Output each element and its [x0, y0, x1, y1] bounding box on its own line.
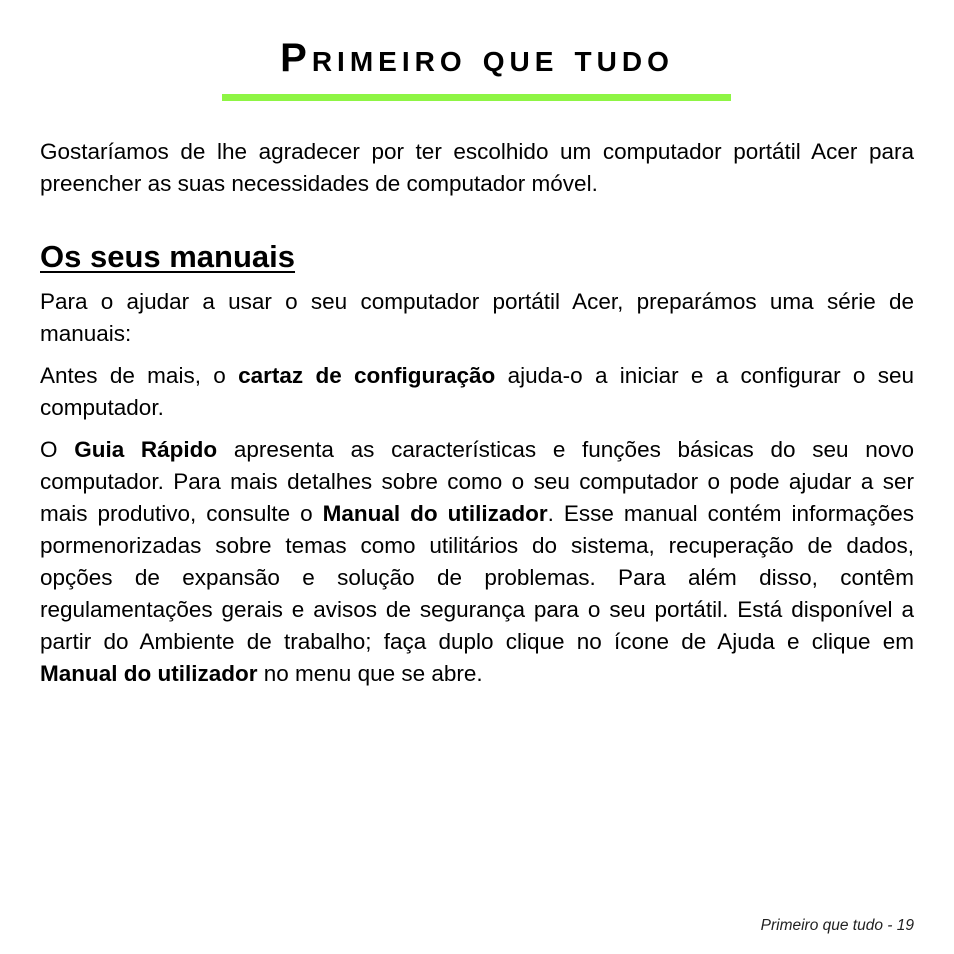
section-heading: Os seus manuais — [40, 239, 296, 274]
manuals-intro-paragraph: Para o ajudar a usar o seu computador portátil Acer, preparámos uma série de manuais: — [40, 289, 914, 346]
user-manual-term: Manual do utilizador — [40, 661, 258, 686]
text-run: Antes de mais, o — [40, 363, 239, 388]
page-title: Primeiro que tudo — [280, 36, 674, 80]
page-footer — [761, 917, 914, 935]
title-underline-bar — [222, 94, 731, 101]
quick-guide-term: Guia Rápido — [74, 437, 218, 462]
text-run: O — [40, 437, 75, 462]
text-run: ajuda-o a iniciar e a configurar o seu computador. — [40, 363, 915, 420]
text-run: no menu que se abre. — [257, 661, 483, 686]
section-heading-wrap — [40, 200, 914, 286]
setup-poster-paragraph — [40, 360, 914, 424]
quick-guide-paragraph — [40, 434, 914, 690]
setup-poster-term: cartaz de configuração — [238, 363, 496, 388]
title-block — [0, 30, 954, 86]
intro-paragraph: Gostaríamos de lhe agradecer por ter escolhido um computador portátil Acer para preencher as suas necessidades de computador móvel. — [40, 139, 914, 196]
page-number: 19 — [896, 917, 914, 934]
user-manual-term: Manual do utilizador — [322, 501, 548, 526]
text-run: apresenta as características e funções básicas do seu novo computador. Para mais detalhes sobre como o seu computador o pode ajudar a ser mais produtivo, consulte o — [40, 437, 914, 526]
footer-label: Primeiro que tudo - — [760, 917, 893, 934]
main-content — [40, 136, 914, 700]
text-run: . Esse manual contém informações pormenorizadas sobre temas como utilitários do sistema, recuperação de dados, opções de expansão e solução de problemas. Para além disso, contêm regulamentações gerais e avisos de segurança para o seu portátil. Está disponível a partir do Ambiente de trabalho; faça duplo clique no ícone de Ajuda e clique em — [40, 501, 914, 654]
